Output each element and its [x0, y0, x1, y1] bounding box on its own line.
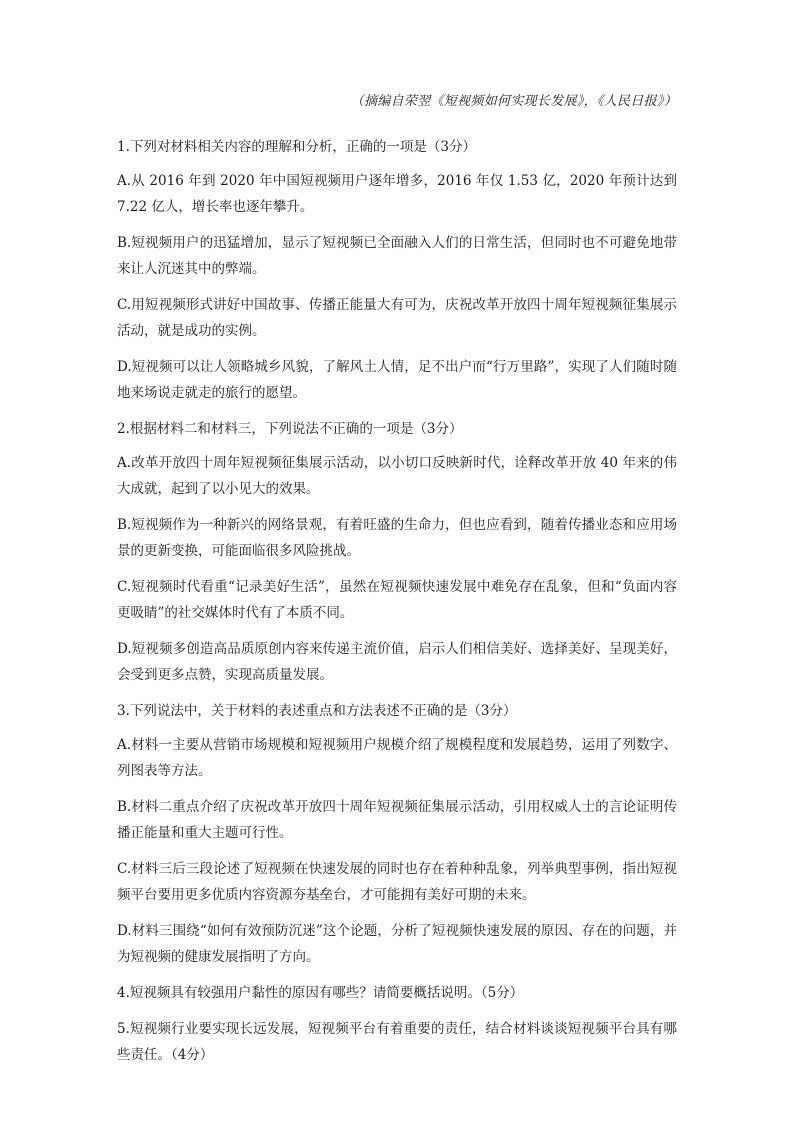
question-3-option-c: C.材料三后三段论述了短视频在快速发展的同时也存在着种种乱象，列举典型事例，指出短视频平台要用更多优质内容资源夯基垒台，才可能拥有美好可期的未来。	[117, 861, 677, 903]
question-1-option-a: A.从 2016 年到 2020 年中国短视频用户逐年增多，2016 年仅 1.53 亿，2020 年预计达到 7.22 亿人，增长率也逐年攀升。	[117, 173, 677, 215]
question-2-option-c: C.短视频时代看重“记录美好生活”，虽然在短视频快速发展中难免存在乱象，但和“负面内容更吸睛”的社交媒体时代有了本质不同。	[117, 579, 677, 621]
question-3-option-a: A.材料一主要从营销市场规模和短视频用户规模介绍了规模程度和发展趋势，运用了列数字、列图表等方法。	[117, 737, 677, 779]
question-3-option-b: B.材料二重点介绍了庆祝改革开放四十周年短视频征集展示活动，引用权威人士的言论证明传播正能量和重大主题可行性。	[117, 799, 677, 841]
question-1-option-b: B.短视频用户的迅猛增加，显示了短视频已全面融入人们的日常生活，但同时也不可避免地带来让人沉迷其中的弊端。	[117, 235, 677, 277]
question-2-option-b: B.短视频作为一种新兴的网络景观，有着旺盛的生命力，但也应看到，随着传播业态和应用场景的更新变换，可能面临很多风险挑战。	[117, 517, 677, 559]
question-1-option-d: D.短视频可以让人领略城乡风貌，了解风土人情，足不出户而“行万里路”，实现了人们随时随地来场说走就走的旅行的愿望。	[117, 359, 677, 401]
source-citation: （摘编自荣翌《短视频如何实现长发展》，《人民日报》）	[350, 94, 677, 109]
question-4-title: 4.短视频具有较强用户黏性的原因有哪些？请简要概括说明。（5分）	[117, 985, 524, 1001]
question-2-title: 2.根据材料二和材料三，下列说法不正确的一项是（3分）	[117, 421, 463, 437]
question-1-title: 1.下列对材料相关内容的理解和分析，正确的一项是（3分）	[117, 139, 476, 155]
document-page	[117, 92, 677, 1068]
question-1-option-c: C.用短视频形式讲好中国故事、传播正能量大有可为，庆祝改革开放四十周年短视频征集展示活动，就是成功的实例。	[117, 297, 677, 339]
question-3-title: 3.下列说法中，关于材料的表述重点和方法表述不正确的是（3分）	[117, 703, 517, 719]
question-2-option-a: A.改革开放四十周年短视频征集展示活动，以小切口反映新时代，诠释改革开放 40 年来的伟大成就，起到了以小见大的效果。	[117, 455, 677, 497]
question-3-option-d: D.材料三围绕“如何有效预防沉迷”这个论题，分析了短视频快速发展的原因、存在的问题，并为短视频的健康发展指明了方向。	[117, 923, 677, 965]
question-5-title: 5.短视频行业要实现长远发展，短视频平台有着重要的责任，结合材料谈谈短视频平台具有哪些责任。（4分）	[117, 1021, 677, 1063]
question-2-option-d: D.短视频多创造高品质原创内容来传递主流价值，启示人们相信美好、选择美好、呈现美好，会受到更多点赞，实现高质量发展。	[117, 641, 677, 683]
